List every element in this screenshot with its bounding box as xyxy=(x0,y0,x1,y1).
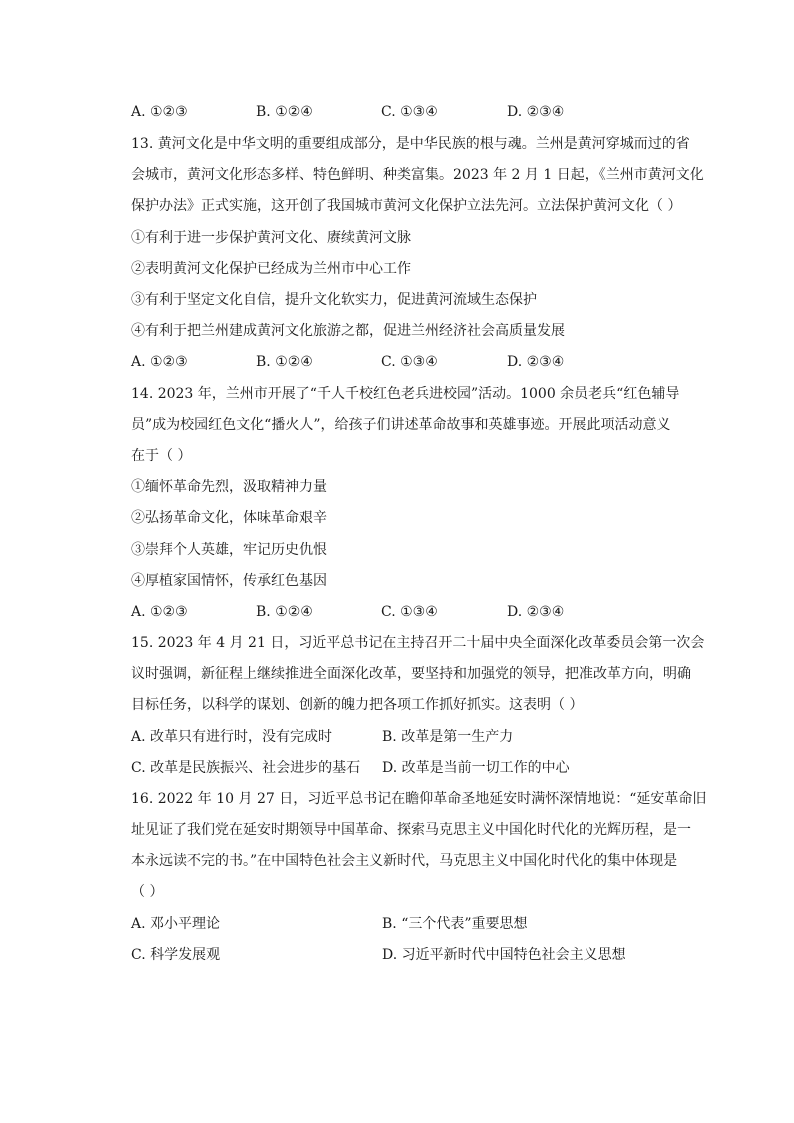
q16-option-d: D. 习近平新时代中国特色社会主义思想 xyxy=(382,947,626,963)
q13-option-a: A. ①②③ xyxy=(131,354,188,370)
q15-option-b: B. 改革是第一生产力 xyxy=(382,729,514,745)
q12-option-a: A. ①②③ xyxy=(131,104,188,120)
q12-option-c: C. ①③④ xyxy=(381,104,438,120)
q13-stem-line: 会城市，黄河文化形态多样、特色鲜明、种类富集。2023 年 2 月 1 日起，《兰州市黄河文化 xyxy=(131,167,704,183)
q14-stem-line: 员”成为校园红色文化“播火人”，给孩子们讲述革命故事和英雄事迹。开展此项活动意义 xyxy=(131,417,671,433)
q16-stem-line: （ ） xyxy=(131,884,164,900)
q13-statement: ④有利于把兰州建成黄河文化旅游之都，促进兰州经济社会高质量发展 xyxy=(131,323,565,339)
q13-stem-line: 保护办法》正式实施，这开创了我国城市黄河文化保护立法先河。立法保护黄河文化（ ） xyxy=(131,198,682,214)
q12-option-b: B. ①②④ xyxy=(256,104,313,120)
q13-stem-line: 13. 黄河文化是中华文明的重要组成部分，是中华民族的根与魂。兰州是黄河穿城而过的省 xyxy=(131,136,690,152)
q14-statement: ③崇拜个人英雄，牢记历史仇恨 xyxy=(131,542,327,558)
q13-option-c: C. ①③④ xyxy=(381,354,438,370)
q15-option-d: D. 改革是当前一切工作的中心 xyxy=(382,760,570,776)
q16-stem-line: 16. 2022 年 10 月 27 日，习近平总书记在瞻仰革命圣地延安时满怀深情地说：“延安革命旧 xyxy=(131,791,707,807)
q15-stem-line: 15. 2023 年 4 月 21 日，习近平总书记在主持召开二十届中央全面深化改革委员会第一次会 xyxy=(131,635,705,651)
q12-option-d: D. ②③④ xyxy=(507,104,565,120)
q14-option-b: B. ①②④ xyxy=(256,604,313,620)
q13-statement: ②表明黄河文化保护已经成为兰州市中心工作 xyxy=(131,261,411,277)
q14-statement: ②弘扬革命文化，体味革命艰辛 xyxy=(131,510,327,526)
q14-option-c: C. ①③④ xyxy=(381,604,438,620)
q13-statement: ①有利于进一步保护黄河文化、赓续黄河文脉 xyxy=(131,230,411,246)
q15-stem-line: 目标任务，以科学的谋划、创新的魄力把各项工作抓好抓实。这表明（ ） xyxy=(131,697,584,713)
q14-statement: ①缅怀革命先烈，汲取精神力量 xyxy=(131,479,327,495)
q14-stem-line: 在于（ ） xyxy=(131,448,192,464)
q16-stem-line: 址见证了我们党在延安时期领导中国革命、探索马克思主义中国化时代化的光辉历程，是一 xyxy=(131,822,691,838)
q15-option-c: C. 改革是民族振兴、社会进步的基石 xyxy=(131,760,361,776)
q15-option-a: A. 改革只有进行时，没有完成时 xyxy=(131,729,333,745)
q16-option-b: B. “三个代表”重要思想 xyxy=(382,916,528,932)
q16-option-a: A. 邓小平理论 xyxy=(131,916,221,932)
q14-stem-line: 14. 2023 年，兰州市开展了“千人千校红色老兵进校园”活动。1000 余员老兵“红色辅导 xyxy=(131,386,680,402)
q16-option-c: C. 科学发展观 xyxy=(131,947,221,963)
q14-option-a: A. ①②③ xyxy=(131,604,188,620)
q13-option-d: D. ②③④ xyxy=(507,354,565,370)
q14-statement: ④厚植家国情怀，传承红色基因 xyxy=(131,573,327,589)
q14-option-d: D. ②③④ xyxy=(507,604,565,620)
q13-option-b: B. ①②④ xyxy=(256,354,313,370)
q13-statement: ③有利于坚定文化自信，提升文化软实力，促进黄河流域生态保护 xyxy=(131,292,537,308)
q15-stem-line: 议时强调，新征程上继续推进全面深化改革，要坚持和加强党的领导，把准改革方向，明确 xyxy=(131,666,691,682)
q16-stem-line: 本永远读不完的书。”在中国特色社会主义新时代，马克思主义中国化时代化的集中体现是 xyxy=(131,853,678,869)
